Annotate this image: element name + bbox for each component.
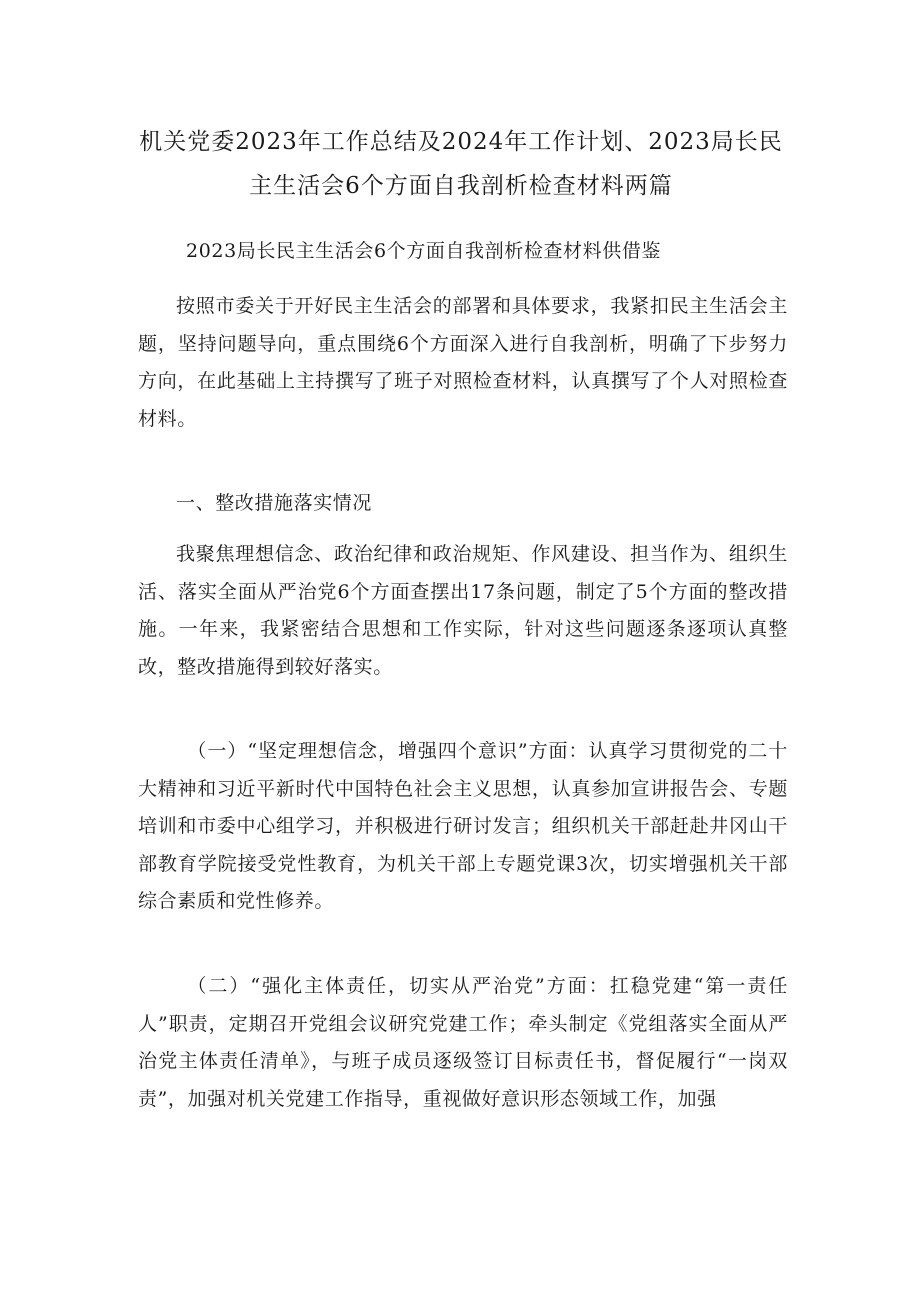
paragraph-rectification-summary: 我聚焦理想信念、政治纪律和政治规矩、作风建设、担当作为、组织生活、落实全面从严治党6个方面查摆出17条问题，制定了5个方面的整改措施。一年来，我紧密结合思想和工作实际，针对这些问题逐条逐项认真整改，整改措施得到较好落实。 — [138, 543, 788, 678]
document-title: 机关党委2023年工作总结及2024年工作计划、2023局长民主生活会6个方面自我剖析检查材料两篇 — [139, 129, 783, 199]
paragraph-item-1: （一）“坚定理想信念，增强四个意识”方面：认真学习贯彻党的二十大精神和习近平新时代中国特色社会主义思想，认真参加宣讲报告会、专题培训和市委中心组学习，并积极进行研讨发言；组织机关干部赶赴井冈山干部教育学院接受党性教育，为机关干部上专题党课3次，切实增强机关干部综合素质和党性修养。 — [138, 740, 788, 912]
section-heading-rectification: 一、整改措施落实情况 — [176, 492, 373, 514]
paragraph-item-2: （二）“强化主体责任，切实从严治党”方面：扛稳党建“第一责任人”职责，定期召开党组会议研究党建工作；牵头制定《党组落实全面从严治党主体责任清单》，与班子成员逐级签订目标责任书，督促履行“一岗双责”，加强对机关党建工作指导，重视做好意识形态领域工作，加强 — [138, 975, 788, 1110]
paragraph-intro: 按照市委关于开好民主生活会的部署和具体要求，我紧扣民主生活会主题，坚持问题导向，重点围绕6个方面深入进行自我剖析，明确了下步努力方向，在此基础上主持撰写了班子对照检查材料，认真撰写了个人对照检查材料。 — [138, 295, 788, 430]
document-subtitle: 2023局长民主生活会6个方面自我剖析检查材料供借鉴 — [186, 240, 662, 262]
